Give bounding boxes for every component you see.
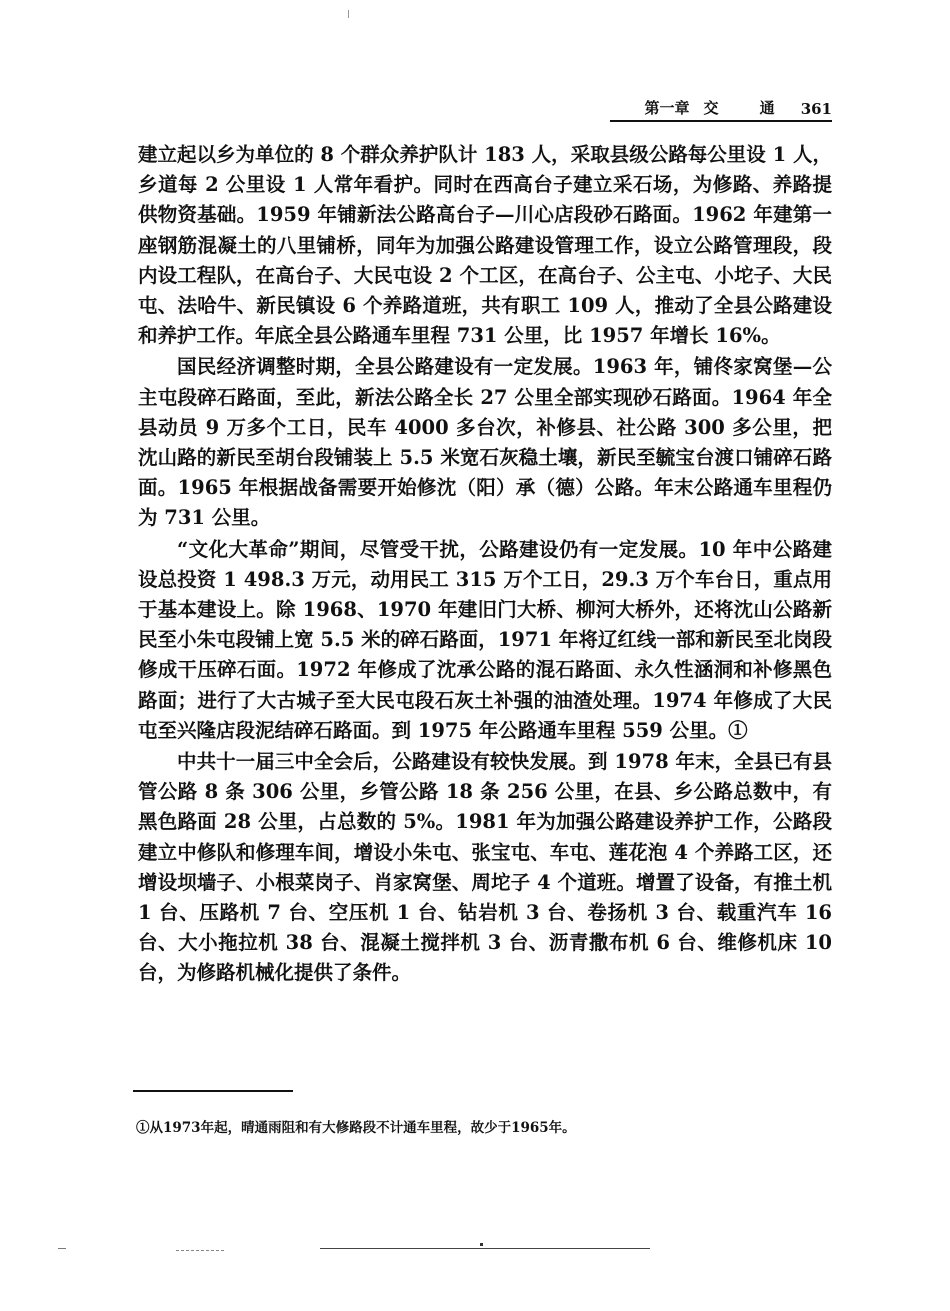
footnote: ①从1973年起，晴通雨阻和有大修路段不计通车里程，故少于1965年。 xyxy=(136,1120,576,1136)
running-header xyxy=(610,98,832,122)
scan-artifact-bottom-line xyxy=(320,1248,650,1249)
chapter-title: 交 通 xyxy=(703,99,793,117)
paragraph-4: 中共十一届三中全会后，公路建设有较快发展。到 1978 年末，全县已有县管公路 8 条 306 公里，乡管公路 18 条 256 公里，在县、乡公路总数中，有黑色路面 28 公里，占总数的 5%。1981 年为加强公路建设养护工作，公路段建立中修队和修理车间，增设小朱屯、张宝屯、车屯、莲花泡 4 个养路工区，还增设坝墙子、小根菜岗子、肖家窝堡、周坨子 4 个道班。增置了设备，有推土机 1 台、压路机 7 台、空压机 1 台、钻岩机 3 台、卷扬机 3 台、载重汽车 16 台、大小拖拉机 38 台、混凝土搅拌机 3 台、沥青撒布机 6 台、维修机床 10 台，为修路机械化提供了条件。 xyxy=(138,750,832,985)
scan-artifact-dashes xyxy=(176,1250,224,1251)
paragraph-1: 建立起以乡为单位的 8 个群众养护队计 183 人，采取县级公路每公里设 1 人，乡道每 2 公里设 1 人常年看护。同时在西高台子建立采石场，为修路、养路提供物资基础。1959 年铺新法公路高台子—川心店段砂石路面。1962 年建第一座钢筋混凝土的八里铺桥，同年为加强公路建设管理工作，设立公路管理段，段内设工程队，在高台子、大民屯设 2 个工区，在高台子、公主屯、小坨子、大民屯、法哈牛、新民镇设 6 个养路道班，共有职工 109 人，推动了全县公路建设和养护工作。年底全县公路通车里程 731 公里，比 1957 年增长 16%。 xyxy=(138,143,832,348)
scan-artifact-left xyxy=(58,1248,66,1249)
page-number: 361 xyxy=(800,100,832,118)
chapter-label: 第一章 xyxy=(644,99,690,117)
scan-artifact-dot xyxy=(480,1243,483,1246)
scan-artifact-top xyxy=(348,10,349,18)
body-text xyxy=(138,140,832,990)
paragraph-3: “文化大革命”期间，尽管受干扰，公路建设仍有一定发展。10 年中公路建设总投资 1 498.3 万元，动用民工 315 万个工日，29.3 万个车台日，重点用于基本建设上。除 1968、1970 年建旧门大桥、柳河大桥外，还将沈山公路新民至小朱屯段铺上宽 5.5 米的碎石路面，1971 年将辽红线一部和新民至北岗段修成干压碎石面。1972 年修成了沈承公路的混石路面、永久性涵洞和补修黑色路面；进行了大古城子至大民屯段石灰土补强的油渣处理。1974 年修成了大民屯至兴隆店段泥结碎石路面。到 1975 年公路通车里程 559 公里。① xyxy=(138,537,832,742)
paragraph-2: 国民经济调整时期，全县公路建设有一定发展。1963 年，铺佟家窝堡—公主屯段碎石路面，至此，新法公路全长 27 公里全部实现砂石路面。1964 年全县动员 9 万多个工日，民车 4000 多台次，补修县、社公路 300 多公里，把沈山路的新民至胡台段铺装上 5.5 米宽石灰稳土壤，新民至毓宝台渡口铺碎石路面。1965 年根据战备需要开始修沈（阳）承（德）公路。年末公路通车里程仍为 731 公里。 xyxy=(138,355,832,530)
footnote-divider xyxy=(133,1090,293,1092)
